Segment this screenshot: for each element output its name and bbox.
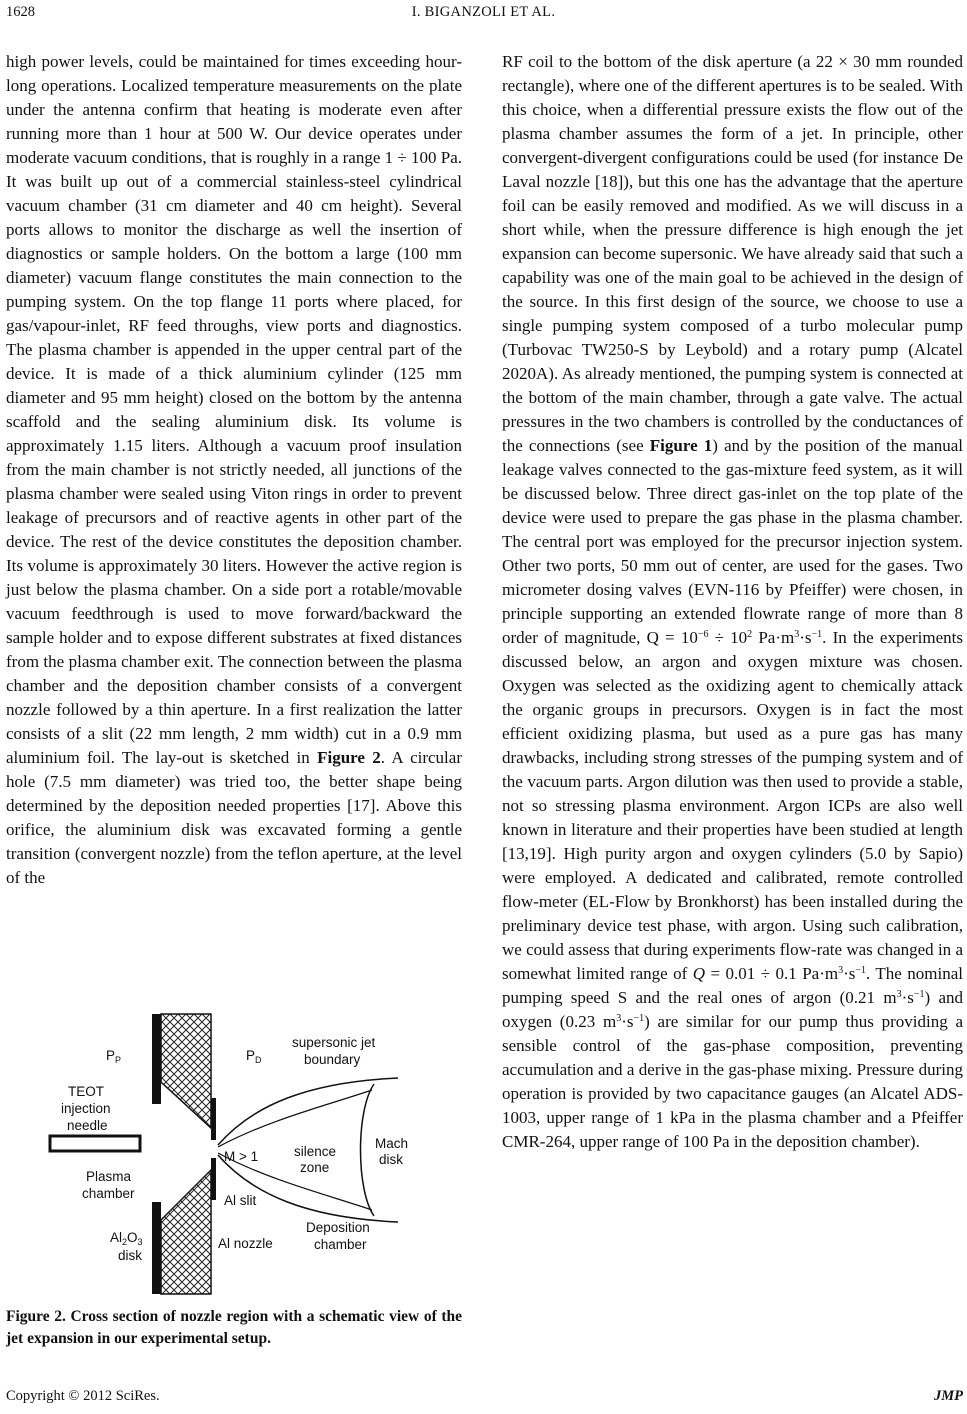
page-header xyxy=(0,4,967,24)
q-symbol: Q xyxy=(692,964,706,983)
right-text-10: ·s xyxy=(901,988,914,1007)
label-plasma-2: chamber xyxy=(82,1186,135,1201)
label-deposition-2: chamber xyxy=(314,1237,367,1252)
label-pp: $P_P$ xyxy=(106,1048,122,1065)
copyright: Copyright © 2012 SciRes. xyxy=(6,1388,160,1404)
right-text-3: ÷ 10 xyxy=(708,628,748,647)
label-jet-boundary-1: supersonic jet xyxy=(292,1035,376,1050)
al-nozzle-upper xyxy=(161,1014,211,1128)
superscript: 3 xyxy=(794,629,800,640)
superscript: −1 xyxy=(855,965,867,976)
figure-2 xyxy=(38,1010,438,1295)
right-text-1: RF coil to the bottom of the disk aperture (a 22 × 30 mm rounded rectangle), where one of the different apertures is to be sealed. With this choice, when a differential pressure exists the flow out of the plasma chamber assumes the form of a jet. In principle, other convergent-divergent configurations could be used (for instance De Laval nozzle [18]), but this one has the advantage that the aperture foil can be easily removed and modified. As we will discuss in a short while, when the pressure difference is high enough the jet expansion can become supersonic. We have already said that such a capability was one of the main goal to be achieved in the design of the source. In this first design of the source, we choose to use a single pumping system composed of a turbo molecular pump (Turbovac TW250-S by Leybold) and a rotary pump (Alcatel 2020A). As already mentioned, the pumping system is connected at the bottom of the main chamber, through a gate valve. The actual pressures in the two chambers is controlled by the conductances of the connections (see xyxy=(502,52,963,455)
superscript: −1 xyxy=(633,1013,645,1024)
nozzle-cross-section-diagram xyxy=(38,1010,438,1295)
superscript: 3 xyxy=(838,965,844,976)
superscript: −6 xyxy=(697,629,709,640)
label-deposition-1: Deposition xyxy=(306,1220,370,1235)
label-teot-1: TEOT xyxy=(68,1084,104,1099)
right-text-2: ) and by the position of the manual leakage valves connected to the gas-mixture feed system, as it will be discussed below. Three direct gas-inlet on the top plate of the device were used to prepare the gas phase in the plasma chamber. The central port was employed for the precursor injection system. Other two ports, 50 mm out of center, are used for the gases. Two micrometer dosing valves (EVN-116 by Pfeiffer) were chosen, in principle supporting an extended flowrate range of more than 8 order of magnitude, Q = 10 xyxy=(502,436,964,647)
right-text-11: ) and oxygen (0.23 m xyxy=(502,988,963,1031)
disk-wall-upper xyxy=(152,1014,161,1104)
superscript: 2 xyxy=(747,629,753,640)
right-text-6: . In the experiments discussed below, an argon and oxygen mixture was chosen. Oxygen was selected as the oxidizing agent to chemically attack the organic groups in precursors. Oxygen is in fact the most efficient oxidizing plasma, but used as a pure gas has many drawbacks, including strong stresses of the pumping system and of the vacuum parts. Argon dilution was then used to provide a stable, not so stressing plasma environment. Argon ICPs are also well known in literature and their properties have been studied at length [13,19]. High purity argon and oxygen cylinders (5.0 by Sapio) were employed. A dedicated and calibrated, remote controlled flow-meter (EL-Flow by Bronkhorst) has been installed during the preliminary device test phase, with argon. Using such calibration, we could assess that during experiments flow-rate was changed in a somewhat limited range of xyxy=(502,628,963,983)
figure-1-reference[interactable]: Figure 1 xyxy=(649,436,713,455)
label-al-nozzle: Al nozzle xyxy=(218,1236,273,1251)
label-silence-1: silence xyxy=(294,1144,337,1159)
left-column xyxy=(6,50,462,890)
right-text-12: ·s xyxy=(621,1012,634,1031)
label-teot-3: needle xyxy=(67,1118,108,1133)
figure-2-caption: Figure 2. Cross section of nozzle region with a schematic view of the jet expansion in our experimental setup. xyxy=(6,1308,462,1347)
label-silence-2: zone xyxy=(300,1160,330,1175)
label-jet-boundary-2: boundary xyxy=(304,1052,361,1067)
shock-line-upper xyxy=(218,1090,372,1147)
left-text-after: . A circular hole (7.5 mm diameter) was tried too, the better shape being determined by the deposition needed properties [17]. Above this orifice, the aluminium disk was excavated forming a gentle transition (convergent nozzle) from the teflon aperture, at the level of the xyxy=(6,748,462,887)
right-text-4: Pa·m xyxy=(752,628,795,647)
right-text-7: = 0.01 ÷ 0.1 Pa·m xyxy=(705,964,839,983)
right-text-13: ) are similar for our pump thus providing a sensible control of the gas-phase composition, preventing accumulation and a derive in the gas-phase mixing. Pressure during operation is provided by two capacitance gauges (an Alcatel ADS-1003, upper range of 1 kPa in the plasma chamber and a Pfeiffer CMR-264, upper range of 100 Pa in the deposition chamber). xyxy=(502,1012,964,1151)
journal-abbrev: JMP xyxy=(934,1388,963,1404)
mach-disk-curve xyxy=(361,1084,375,1216)
disk-wall-lower xyxy=(152,1202,161,1294)
label-al2o3-disk: disk xyxy=(118,1248,143,1263)
right-text-9: . The nominal pumping speed S and the real ones of argon (0.21 m xyxy=(502,964,963,1007)
left-text: high power levels, could be maintained for times exceeding hour-long operations. Localized temperature measurements on the plate under the antenna confirm that heating is moderate even after running more than 1 hour at 500 W. Our device operates under moderate vacuum conditions, that is roughly in a range 1 ÷ 100 Pa. It was built up out of a commercial stainless-steel cylindrical vacuum chamber (31 cm diameter and 40 cm height). Several ports allows to monitor the discharge as well the insertion of diagnostics or sample holders. On the bottom a large (100 mm diameter) vacuum flange constitutes the main connection to the pumping system. On the top flange 11 ports where placed, for gas/vapour-inlet, RF feed throughs, view ports and diagnostics. The plasma chamber is appended in the upper central part of the device. It is made of a thick aluminium cylinder (125 mm diameter and 95 mm height) closed on the bottom by the antenna scaffold and the sealing aluminium disk. Its volume is approximately 1.15 liters. Although a vacuum proof insulation from the main chamber is not strictly needed, all junctions of the plasma chamber were sealed using Viton rings in order to prevent leakage of precursors and of reactive agents in other part of the device. The rest of the device constitutes the deposition chamber. Its volume is approximately 30 liters. However the active region is just below the plasma chamber. On a side port a rotable/movable vacuum feedthrough is used to move forward/backward the sample holder and to expose different substrates at fixed distances from the plasma chamber exit. The connection between the plasma chamber and the deposition chamber consists of a convergent nozzle followed by a thin aperture. In a first realization the latter consists of a slit (22 mm length, 2 mm width) cut in a 0.9 mm aluminium foil. The lay-out is sketched in xyxy=(6,52,462,767)
label-mach-disk-2: disk xyxy=(379,1152,404,1167)
al-slit-lower xyxy=(211,1158,216,1200)
superscript: −1 xyxy=(913,989,925,1000)
label-plasma-1: Plasma xyxy=(86,1169,132,1184)
label-mach-disk-1: Mach xyxy=(375,1136,409,1151)
right-text-8: ·s xyxy=(843,964,856,983)
figure-2-reference[interactable]: Figure 2 xyxy=(317,748,381,767)
teot-injection-needle xyxy=(50,1136,140,1151)
left-paragraph xyxy=(6,50,462,890)
label-al-slit: Al slit xyxy=(224,1193,257,1208)
label-teot-2: injection xyxy=(61,1101,111,1116)
al-nozzle-lower xyxy=(161,1170,211,1294)
right-column xyxy=(502,50,963,1154)
superscript: 3 xyxy=(616,1013,622,1024)
label-mach-gt-1: M > 1 xyxy=(224,1149,259,1164)
superscript: 3 xyxy=(896,989,902,1000)
label-al2o3: $Al_2O_3$ xyxy=(110,1230,143,1247)
label-pd: $P_D$ xyxy=(246,1048,262,1065)
right-paragraph xyxy=(502,50,963,1154)
running-title: I. BIGANZOLI ET AL. xyxy=(411,4,556,20)
right-text-5: ·s xyxy=(799,628,812,647)
page-number: 1628 xyxy=(6,4,35,20)
superscript: −1 xyxy=(811,629,823,640)
al-slit-upper xyxy=(211,1098,216,1140)
